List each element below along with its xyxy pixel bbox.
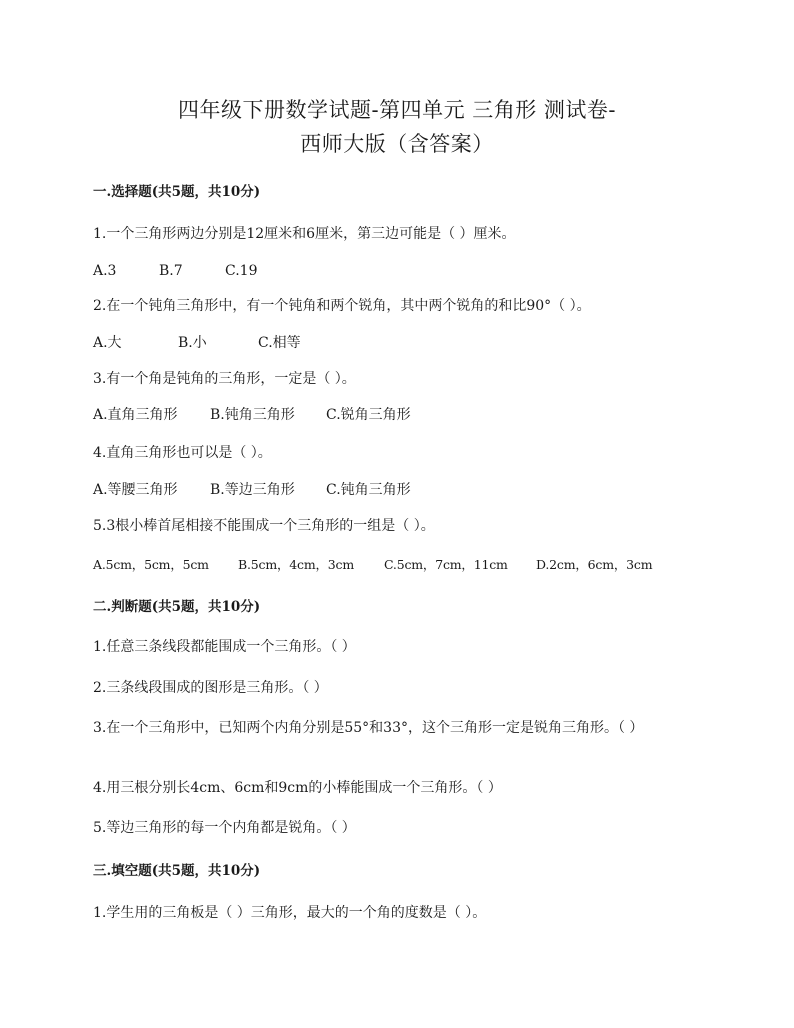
option-a: A.3	[93, 263, 117, 279]
option-a: A.大	[93, 335, 122, 351]
option-c: C.钝角三角形	[326, 482, 411, 498]
option-a: A.直角三角形	[93, 407, 178, 423]
section-heading-choice: 一.选择题(共5题，共10分)	[93, 184, 261, 200]
option-b: B.7	[159, 263, 183, 279]
option-c: C.19	[225, 263, 258, 279]
choice-options-4	[93, 480, 411, 500]
page-title-line1: 四年级下册数学试题-第四单元 三角形 测试卷-	[177, 98, 617, 122]
choice-options-2	[93, 333, 301, 353]
option-c: C.相等	[258, 335, 301, 351]
option-b: B.等边三角形	[210, 482, 295, 498]
option-a: A.5cm，5cm，5cm	[93, 557, 209, 572]
judgement-question-1: 1.任意三条线段都能围成一个三角形。（ ）	[93, 639, 356, 655]
option-b: B.小	[178, 335, 207, 351]
choice-options-3	[93, 405, 411, 425]
fill-blank-question-1: 1.学生用的三角板是（ ）三角形，最大的一个角的度数是（ ）。	[93, 905, 487, 921]
choice-options-1	[93, 261, 257, 281]
option-a: A.等腰三角形	[93, 482, 178, 498]
option-c: C.5cm，7cm，11cm	[384, 557, 508, 572]
option-c: C.锐角三角形	[326, 407, 411, 423]
judgement-question-2: 2.三条线段围成的图形是三角形。（ ）	[93, 680, 328, 696]
choice-question-3: 3.有一个角是钝角的三角形，一定是（ ）。	[93, 371, 356, 387]
choice-question-1: 1.一个三角形两边分别是12厘米和6厘米，第三边可能是（ ）厘米。	[93, 226, 516, 242]
choice-options-5	[93, 555, 652, 575]
page-title-line2: 西师大版（含答案）	[300, 132, 494, 156]
section-heading-fill-blank: 三.填空题(共5题，共10分)	[93, 863, 261, 879]
choice-question-2: 2.在一个钝角三角形中，有一个钝角和两个锐角，其中两个锐角的和比90°（ ）。	[93, 298, 591, 314]
option-b: B.5cm，4cm，3cm	[238, 557, 354, 572]
choice-question-5: 5.3根小棒首尾相接不能围成一个三角形的一组是（ ）。	[93, 518, 435, 534]
option-b: B.钝角三角形	[210, 407, 295, 423]
judgement-question-5: 5.等边三角形的每一个内角都是锐角。（ ）	[93, 820, 356, 836]
judgement-question-3: 3.在一个三角形中，已知两个内角分别是55°和33°，这个三角形一定是锐角三角形。（ ）	[93, 720, 644, 736]
judgement-question-4: 4.用三根分别长4cm、6cm和9cm的小棒能围成一个三角形。（ ）	[93, 780, 502, 796]
section-heading-judgement: 二.判断题(共5题，共10分)	[93, 599, 261, 615]
choice-question-4: 4.直角三角形也可以是（ ）。	[93, 445, 272, 461]
option-d: D.2cm，6cm，3cm	[536, 557, 653, 572]
